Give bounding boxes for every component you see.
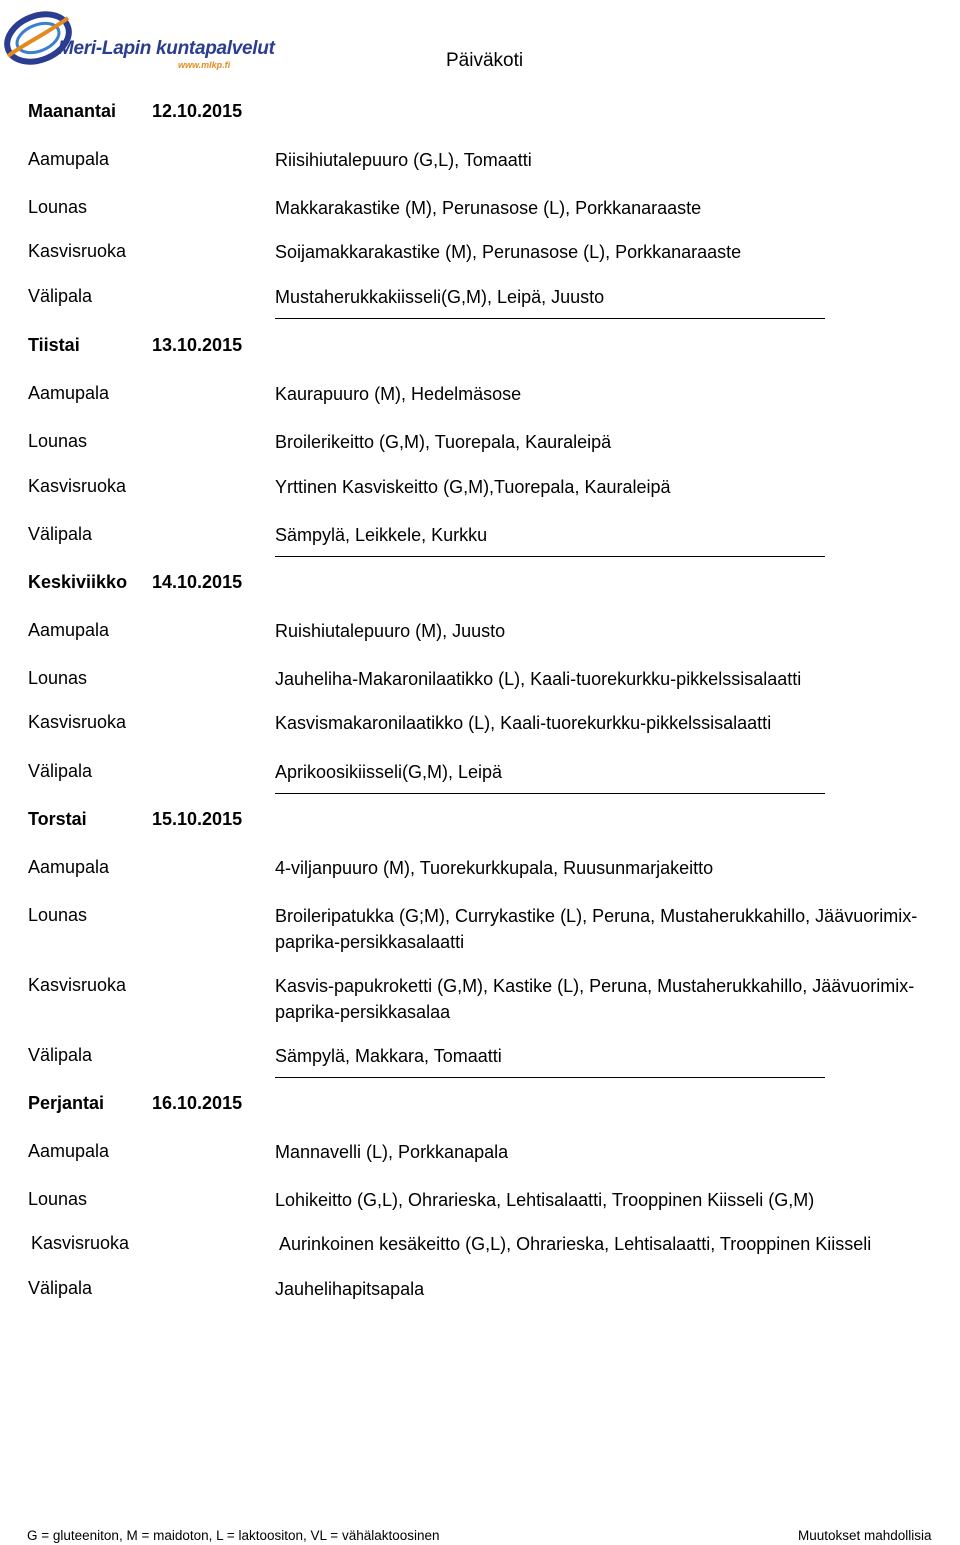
footer-legend: G = gluteeniton, M = maidoton, L = laktoositon, VL = vähälaktoosinen (27, 1528, 440, 1543)
meal-label: Aamupala (28, 620, 110, 640)
meal-text: Sämpylä, Makkara, Tomaatti (275, 1046, 502, 1066)
meal-label: Kasvisruoka (28, 975, 127, 995)
meal-label: Välipala (28, 761, 93, 781)
day-header-monday (28, 101, 242, 122)
meal-text: Lohikeitto (G,L), Ohrarieska, Lehtisalaatti, Trooppinen Kiisseli (G,M) (275, 1190, 815, 1210)
meal-text: Kasvismakaronilaatikko (L), Kaali-tuorekurkku-pikkelssisalaatti (275, 713, 772, 733)
meal-text: Aprikoosikiisseli(G,M), Leipä (275, 762, 503, 782)
meal-text: Mannavelli (L), Porkkanapala (275, 1142, 509, 1162)
meal-label: Kasvisruoka (31, 1233, 130, 1253)
day-name: Tiistai (28, 335, 80, 355)
meal-text: Jauheliha-Makaronilaatikko (L), Kaali-tuorekurkku-pikkelssisalaatti (275, 669, 802, 689)
meal-label: Aamupala (28, 149, 110, 169)
meal-label: Kasvisruoka (28, 241, 127, 261)
meal-text: Kaurapuuro (M), Hedelmäsose (275, 384, 522, 404)
meal-text: Ruishiutalepuuro (M), Juusto (275, 621, 506, 641)
meal-text: Makkarakastike (M), Perunasose (L), Porkkanaraaste (275, 198, 702, 218)
day-name: Perjantai (28, 1093, 105, 1113)
meal-label: Aamupala (28, 857, 110, 877)
day-header-tuesday (28, 335, 242, 356)
meal-text: Sämpylä, Leikkele, Kurkku (275, 525, 488, 545)
swoosh-logo-icon (2, 4, 72, 70)
day-name: Keskiviikko (28, 572, 128, 592)
meal-text: Yrttinen Kasviskeitto (G,M),Tuorepala, Kauraleipä (275, 477, 671, 497)
day-date: 12.10.2015 (152, 101, 243, 121)
meal-label: Välipala (28, 1278, 93, 1298)
meal-text: Aurinkoinen kesäkeitto (G,L), Ohrarieska, Lehtisalaatti, Trooppinen Kiisseli (279, 1234, 872, 1254)
logo-text: Meri-Lapin kuntapalvelut (58, 38, 275, 59)
section-divider (275, 318, 825, 319)
day-date: 15.10.2015 (152, 809, 243, 829)
meal-label: Kasvisruoka (28, 476, 127, 496)
section-divider (275, 1077, 825, 1078)
footer-note: Muutokset mahdollisia (798, 1528, 932, 1543)
meal-text: Broilerikeitto (G,M), Tuorepala, Kauraleipä (275, 432, 612, 452)
meal-label: Kasvisruoka (28, 712, 127, 732)
meal-label: Lounas (28, 431, 88, 451)
meal-label: Välipala (28, 286, 93, 306)
day-date: 16.10.2015 (152, 1093, 243, 1113)
section-divider (275, 793, 825, 794)
page-title: Päiväkoti (446, 50, 524, 71)
meal-label: Lounas (28, 197, 88, 217)
day-name: Maanantai (28, 101, 117, 121)
meal-text: Jauhelihapitsapala (275, 1279, 425, 1299)
meal-text: Soijamakkarakastike (M), Perunasose (L), Porkkanaraaste (275, 242, 742, 262)
day-name: Torstai (28, 809, 87, 829)
meal-text: Riisihiutalepuuro (G,L), Tomaatti (275, 150, 532, 170)
day-header-friday (28, 1093, 242, 1114)
meal-label: Aamupala (28, 1141, 110, 1161)
meal-label: Välipala (28, 524, 93, 544)
logo (2, 4, 275, 72)
day-date: 14.10.2015 (152, 572, 243, 592)
day-header-thursday (28, 809, 242, 830)
meal-text: Kasvis-papukroketti (G,M), Kastike (L), Peruna, Mustaherukkahillo, Jäävuorimix-paprika-persikkasalaa (275, 976, 915, 1022)
day-header-wednesday (28, 572, 242, 593)
meal-label: Lounas (28, 668, 88, 688)
meal-label: Välipala (28, 1045, 93, 1065)
meal-text: Broileripatukka (G;M), Currykastike (L), Peruna, Mustaherukkahillo, Jäävuorimix-paprika-persikkasalaatti (275, 906, 918, 952)
day-date: 13.10.2015 (152, 335, 243, 355)
logo-url: www.mlkp.fi (178, 60, 231, 70)
section-divider (275, 556, 825, 557)
meal-text: 4-viljanpuuro (M), Tuorekurkkupala, Ruusunmarjakeitto (275, 858, 714, 878)
meal-label: Lounas (28, 1189, 88, 1209)
meal-text: Mustaherukkakiisseli(G,M), Leipä, Juusto (275, 287, 605, 307)
meal-label: Lounas (28, 905, 88, 925)
meal-label: Aamupala (28, 383, 110, 403)
